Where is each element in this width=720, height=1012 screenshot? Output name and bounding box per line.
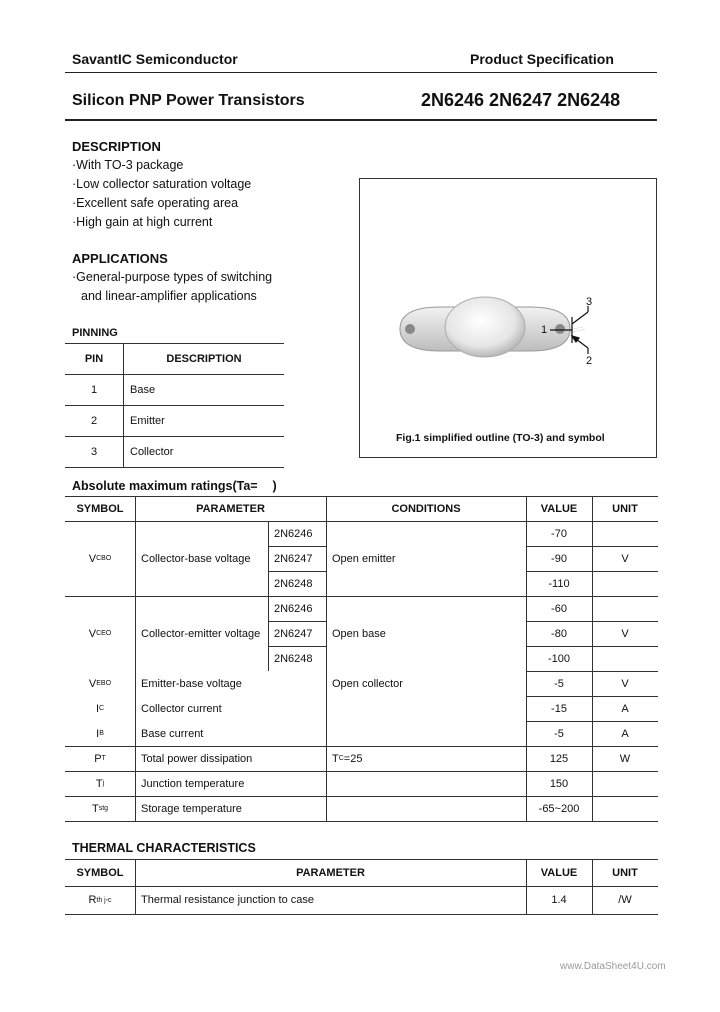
table-row (65, 406, 284, 437)
value-cell: -100 (547, 652, 571, 665)
thermal-table (65, 859, 658, 915)
col-header-symbol: SYMBOL (76, 866, 124, 879)
unit-cell (592, 796, 658, 821)
pin-number: 3 (65, 437, 124, 468)
part-number: 2N6248 (274, 652, 313, 665)
description-item: ·With TO-3 package (72, 158, 184, 172)
part-numbers: 2N6246 2N6247 2N6248 (421, 90, 621, 110)
symbol-vebo: V EBO (88, 677, 112, 690)
unit-vceo: V (621, 627, 629, 640)
applications-line: and linear-amplifier applications (81, 289, 257, 303)
pin-2-label: 2 (586, 355, 593, 367)
param-vebo: Emitter-base voltage (141, 677, 242, 690)
figure-box (359, 178, 657, 458)
abs-max-heading (72, 479, 277, 493)
description-item: ·Low collector saturation voltage (72, 177, 252, 191)
abs-max-heading-tail: ) (272, 479, 277, 493)
pin-number: 1 (65, 375, 124, 406)
value-cell: 150 (549, 777, 569, 790)
col-header-parameter: PARAMETER (196, 502, 265, 515)
param-pt: Total power dissipation (141, 752, 253, 765)
cond-vebo: Open collector (332, 677, 403, 690)
pin-number: 2 (65, 406, 124, 437)
pin-description: Base (124, 375, 285, 406)
symbol-ib: I B (96, 727, 104, 740)
unit-cell: V (621, 677, 629, 690)
value-cell: -90 (551, 552, 567, 565)
value-cell: 125 (549, 752, 569, 765)
value-cell: 1.4 (551, 894, 567, 906)
col-header-value: VALUE (540, 866, 578, 879)
figure-caption: Fig.1 simplified outline (TO-3) and symbol (396, 432, 605, 444)
description-item: ·Excellent safe operating area (72, 196, 239, 210)
part-number: 2N6246 (274, 527, 313, 540)
value-cell: -110 (548, 577, 570, 590)
title-rule (65, 119, 657, 121)
value-cell: -5 (554, 727, 564, 740)
part-number: 2N6247 (274, 552, 313, 565)
col-header-symbol: SYMBOL (76, 502, 124, 515)
cond-pt: T C =25 (332, 752, 363, 765)
abs-max-table (65, 496, 658, 822)
unit-vcbo: V (621, 552, 629, 565)
col-header-value: VALUE (540, 502, 578, 515)
pinning-table (65, 343, 284, 468)
applications-text (72, 268, 272, 306)
unit-cell (592, 771, 658, 796)
col-header-unit: UNIT (612, 866, 638, 879)
value-cell: -60 (551, 602, 567, 615)
param-rth: Thermal resistance junction to case (141, 894, 315, 906)
abs-max-heading-text: Absolute maximum ratings(Ta= (72, 479, 258, 493)
unit-cell: A (621, 727, 629, 740)
symbol-vcbo: V CBO (88, 552, 112, 565)
value-cell: -65~200 (538, 802, 580, 815)
symbol-vceo: V CEO (88, 627, 112, 640)
pin-col-header: PIN (65, 344, 124, 375)
thermal-heading: THERMAL CHARACTERISTICS (72, 841, 256, 855)
pin-description: Collector (124, 437, 285, 468)
symbol-tstg: T stg (91, 802, 109, 815)
part-number: 2N6246 (274, 602, 313, 615)
symbol-pt: P T (94, 752, 106, 765)
param-tstg: Storage temperature (141, 802, 242, 815)
cond-vcbo: Open emitter (332, 552, 396, 565)
applications-heading: APPLICATIONS (72, 251, 168, 266)
to3-package-illustration (360, 179, 656, 457)
watermark: www.DataSheet4U.com (560, 961, 666, 972)
col-header-conditions: CONDITIONS (391, 502, 461, 515)
pin-1-label: 1 (541, 324, 548, 336)
value-cell: -15 (551, 702, 567, 715)
part-number: 2N6248 (274, 577, 313, 590)
company-name: SavantIC Semiconductor (72, 51, 238, 67)
param-vcbo: Collector-base voltage (141, 552, 251, 565)
cond-vceo: Open base (332, 627, 386, 640)
col-header-unit: UNIT (612, 502, 638, 515)
value-cell: -80 (551, 627, 567, 640)
param-tj: Junction temperature (141, 777, 245, 790)
symbol-rth: R th j-c (88, 894, 112, 906)
description-heading: DESCRIPTION (72, 139, 161, 154)
header-rule (65, 72, 657, 73)
param-vceo: Collector-emitter voltage (141, 627, 261, 640)
description-item: ·High gain at high current (72, 215, 213, 229)
applications-line: ·General-purpose types of switching (72, 270, 273, 284)
param-ib: Base current (141, 727, 204, 740)
symbol-ic: I C (95, 702, 105, 715)
part-number: 2N6247 (274, 627, 313, 640)
unit-cell: /W (618, 894, 632, 906)
description-list (72, 156, 251, 232)
pinning-heading: PINNING (72, 327, 118, 339)
table-row (65, 437, 284, 468)
value-cell: -5 (554, 677, 564, 690)
pin-description: Emitter (124, 406, 285, 437)
doc-type: Product Specification (470, 51, 614, 67)
param-ic: Collector current (141, 702, 222, 715)
unit-cell: A (621, 702, 629, 715)
symbol-tj: T j (95, 777, 105, 790)
value-cell: -70 (551, 527, 567, 540)
pin-3-label: 3 (586, 296, 593, 308)
col-header-parameter: PARAMETER (296, 866, 365, 879)
pin-desc-col-header: DESCRIPTION (124, 344, 285, 375)
product-title: Silicon PNP Power Transistors (72, 92, 305, 109)
table-row (65, 375, 284, 406)
unit-cell: W (619, 752, 631, 765)
